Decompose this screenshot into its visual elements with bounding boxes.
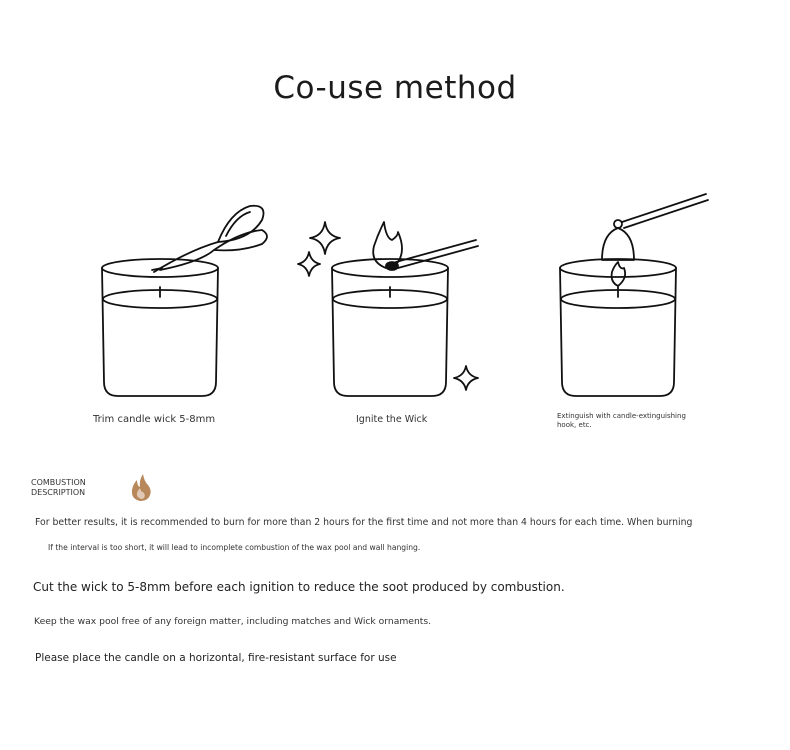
page-title: Co-use method xyxy=(273,70,517,106)
candle-match-icon xyxy=(298,222,478,396)
combustion-paragraph: Please place the candle on a horizontal, fire-resistant surface for use xyxy=(35,652,397,664)
candle-snuffer-icon xyxy=(560,194,708,396)
combustion-label: COMBUSTION DESCRIPTION xyxy=(31,478,86,497)
step-caption-extinguish: Extinguish with candle-extinguishing hook, etc. xyxy=(557,412,686,429)
step-caption-ignite: Ignite the Wick xyxy=(356,414,428,425)
flame-icon xyxy=(128,472,154,502)
combustion-paragraph: For better results, it is recommended to burn for more than 2 hours for the first time and not more than 4 hours for each time. When burning xyxy=(35,517,693,528)
candle-scissors-icon xyxy=(102,206,267,396)
step-caption-trim: Trim candle wick 5-8mm xyxy=(93,414,216,425)
combustion-paragraph: If the interval is too short, it will lead to incomplete combustion of the wax pool and wall hanging. xyxy=(48,543,421,552)
combustion-paragraph: Cut the wick to 5-8mm before each ignition to reduce the soot produced by combustion. xyxy=(33,580,565,594)
combustion-paragraph: Keep the wax pool free of any foreign matter, including matches and Wick ornaments. xyxy=(34,616,432,627)
